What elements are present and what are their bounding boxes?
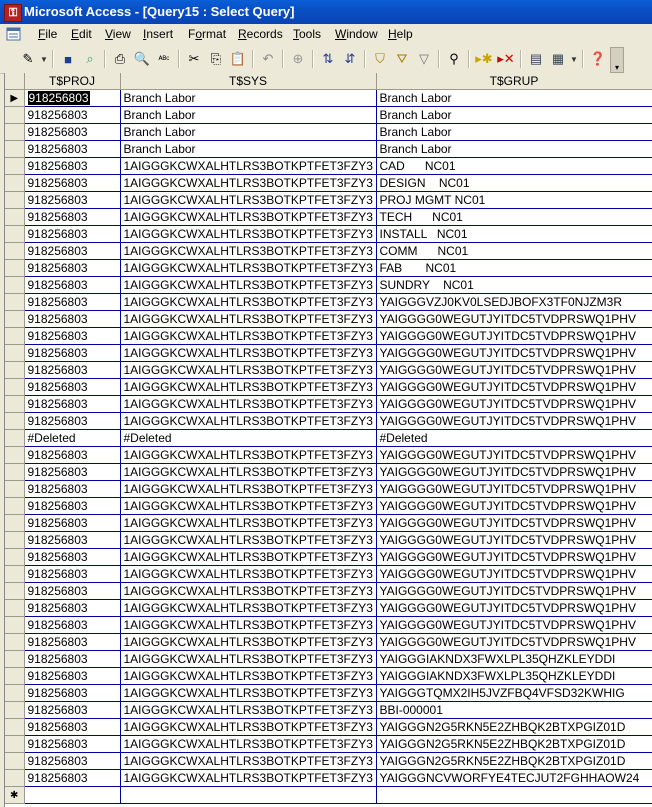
- table-row[interactable]: [5, 107, 652, 124]
- table-cell[interactable]: YAIGGGG0WEGUTJYITDC5TVDPRSWQ1PHV: [376, 379, 652, 396]
- table-cell[interactable]: 1AIGGGKCWXALHTLRS3BOTKPTFET3FZY3: [120, 719, 376, 736]
- table-cell[interactable]: 918256803: [24, 617, 120, 634]
- table-cell[interactable]: YAIGGGN2G5RKN5E2ZHBQK2BTXPGIZ01D: [376, 753, 652, 770]
- menu-tools[interactable]: Tools: [293, 27, 322, 41]
- column-header-tgrup[interactable]: T$GRUP: [376, 73, 652, 90]
- menu-records[interactable]: Records: [238, 27, 283, 41]
- table-cell[interactable]: 918256803: [24, 651, 120, 668]
- toolbar: [0, 45, 652, 74]
- new-object-dropdown-arrow-icon[interactable]: ▼: [570, 54, 578, 64]
- table-row[interactable]: [5, 362, 652, 379]
- table-row[interactable]: [5, 413, 652, 430]
- table-row[interactable]: [5, 481, 652, 498]
- table-cell[interactable]: FAB NC01: [376, 260, 652, 277]
- table-cell[interactable]: 918256803: [24, 668, 120, 685]
- table-row[interactable]: [5, 192, 652, 209]
- table-row[interactable]: [5, 226, 652, 243]
- table-row[interactable]: [5, 634, 652, 651]
- datasheet-grid: [5, 73, 652, 804]
- paste-icon[interactable]: 📋: [229, 51, 247, 66]
- table-cell[interactable]: 918256803: [24, 277, 120, 294]
- table-row[interactable]: [5, 158, 652, 175]
- table-cell[interactable]: YAIGGGIAKNDX3FWXLPL35QHZKLEYDDI: [376, 668, 652, 685]
- table-cell[interactable]: DESIGN NC01: [376, 175, 652, 192]
- record-selector[interactable]: [5, 583, 24, 600]
- table-row[interactable]: [5, 464, 652, 481]
- table-cell[interactable]: YAIGGGN2G5RKN5E2ZHBQK2BTXPGIZ01D: [376, 736, 652, 753]
- table-cell[interactable]: 1AIGGGKCWXALHTLRS3BOTKPTFET3FZY3: [120, 753, 376, 770]
- table-cell[interactable]: YAIGGGG0WEGUTJYITDC5TVDPRSWQ1PHV: [376, 566, 652, 583]
- table-cell[interactable]: 1AIGGGKCWXALHTLRS3BOTKPTFET3FZY3: [120, 617, 376, 634]
- table-cell[interactable]: 918256803: [24, 107, 120, 124]
- table-cell[interactable]: YAIGGGN2G5RKN5E2ZHBQK2BTXPGIZ01D: [376, 719, 652, 736]
- filter-by-selection-icon[interactable]: ⛉: [375, 51, 385, 66]
- record-selector[interactable]: [5, 260, 24, 277]
- table-cell[interactable]: CAD NC01: [376, 158, 652, 175]
- table-cell[interactable]: 918256803: [24, 770, 120, 787]
- table-cell[interactable]: Branch Labor: [376, 90, 652, 107]
- table-cell[interactable]: 918256803: [24, 192, 120, 209]
- table-cell[interactable]: YAIGGGG0WEGUTJYITDC5TVDPRSWQ1PHV: [376, 532, 652, 549]
- column-header-tproj[interactable]: T$PROJ: [24, 73, 120, 90]
- table-row[interactable]: [5, 532, 652, 549]
- table-cell[interactable]: 1AIGGGKCWXALHTLRS3BOTKPTFET3FZY3: [120, 481, 376, 498]
- new-record-selector[interactable]: ✱: [5, 787, 24, 804]
- table-cell[interactable]: 1AIGGGKCWXALHTLRS3BOTKPTFET3FZY3: [120, 260, 376, 277]
- table-cell[interactable]: 918256803: [24, 226, 120, 243]
- menu-view[interactable]: View: [105, 27, 131, 41]
- table-row[interactable]: [5, 736, 652, 753]
- find-icon[interactable]: ⚲: [449, 51, 459, 66]
- table-cell[interactable]: 1AIGGGKCWXALHTLRS3BOTKPTFET3FZY3: [120, 294, 376, 311]
- table-row[interactable]: [5, 175, 652, 192]
- toolbar-options-chevron-icon[interactable]: ▾: [610, 47, 624, 73]
- table-cell[interactable]: #Deleted: [24, 430, 120, 447]
- record-selector[interactable]: [5, 226, 24, 243]
- table-row[interactable]: [5, 549, 652, 566]
- table-cell[interactable]: 918256803: [24, 719, 120, 736]
- delete-record-icon[interactable]: ▸✕: [497, 51, 515, 66]
- table-row[interactable]: [5, 753, 652, 770]
- table-cell[interactable]: YAIGGGIAKNDX3FWXLPL35QHZKLEYDDI: [376, 651, 652, 668]
- table-cell[interactable]: 918256803: [24, 379, 120, 396]
- table-cell[interactable]: YAIGGGTQMX2IH5JVZFBQ4VFSD32KWHIG: [376, 685, 652, 702]
- table-cell[interactable]: YAIGGGG0WEGUTJYITDC5TVDPRSWQ1PHV: [376, 515, 652, 532]
- record-selector[interactable]: [5, 651, 24, 668]
- table-cell[interactable]: Branch Labor: [376, 141, 652, 158]
- record-selector[interactable]: [5, 447, 24, 464]
- query-document-icon[interactable]: [6, 27, 22, 42]
- table-cell[interactable]: 918256803: [24, 124, 120, 141]
- table-cell[interactable]: Branch Labor: [120, 141, 376, 158]
- record-selector[interactable]: [5, 345, 24, 362]
- table-cell[interactable]: SUNDRY NC01: [376, 277, 652, 294]
- help-icon[interactable]: ❓: [589, 51, 607, 66]
- table-cell[interactable]: INSTALL NC01: [376, 226, 652, 243]
- record-selector[interactable]: [5, 158, 24, 175]
- table-cell[interactable]: 918256803: [24, 515, 120, 532]
- table-cell[interactable]: YAIGGGG0WEGUTJYITDC5TVDPRSWQ1PHV: [376, 464, 652, 481]
- table-cell[interactable]: 1AIGGGKCWXALHTLRS3BOTKPTFET3FZY3: [120, 736, 376, 753]
- table-cell[interactable]: 1AIGGGKCWXALHTLRS3BOTKPTFET3FZY3: [120, 651, 376, 668]
- record-selector[interactable]: [5, 770, 24, 787]
- menu-format[interactable]: Format: [188, 27, 227, 41]
- selected-cell-text: 918256803: [28, 91, 89, 105]
- table-cell[interactable]: Branch Labor: [120, 124, 376, 141]
- table-cell[interactable]: YAIGGGG0WEGUTJYITDC5TVDPRSWQ1PHV: [376, 634, 652, 651]
- table-cell[interactable]: YAIGGGG0WEGUTJYITDC5TVDPRSWQ1PHV: [376, 345, 652, 362]
- table-row[interactable]: [5, 277, 652, 294]
- table-cell[interactable]: 918256803: [24, 328, 120, 345]
- table-cell[interactable]: 1AIGGGKCWXALHTLRS3BOTKPTFET3FZY3: [120, 226, 376, 243]
- record-selector[interactable]: [5, 498, 24, 515]
- table-row[interactable]: [5, 294, 652, 311]
- select-all-corner[interactable]: [5, 73, 24, 90]
- record-selector[interactable]: [5, 736, 24, 753]
- table-cell[interactable]: 918256803: [24, 702, 120, 719]
- table-row[interactable]: [5, 379, 652, 396]
- table-cell[interactable]: 918256803: [24, 566, 120, 583]
- record-selector[interactable]: [5, 430, 24, 447]
- record-selector[interactable]: [5, 719, 24, 736]
- datasheet: [4, 73, 652, 807]
- search-icon[interactable]: ⌕: [86, 51, 94, 66]
- record-selector[interactable]: [5, 685, 24, 702]
- table-cell[interactable]: 1AIGGGKCWXALHTLRS3BOTKPTFET3FZY3: [120, 209, 376, 226]
- record-selector[interactable]: [5, 141, 24, 158]
- new-record-cell[interactable]: [24, 787, 120, 804]
- record-selector[interactable]: [5, 243, 24, 260]
- table-cell[interactable]: 1AIGGGKCWXALHTLRS3BOTKPTFET3FZY3: [120, 583, 376, 600]
- table-cell[interactable]: YAIGGGVZJ0KV0LSEDJBOFX3TF0NJZM3R: [376, 294, 652, 311]
- record-selector[interactable]: [5, 362, 24, 379]
- table-cell[interactable]: 1AIGGGKCWXALHTLRS3BOTKPTFET3FZY3: [120, 770, 376, 787]
- record-selector[interactable]: [5, 566, 24, 583]
- record-selector[interactable]: [5, 702, 24, 719]
- table-cell[interactable]: 1AIGGGKCWXALHTLRS3BOTKPTFET3FZY3: [120, 328, 376, 345]
- table-cell[interactable]: 918256803: [24, 141, 120, 158]
- title-bar: [0, 0, 652, 24]
- view-dropdown-arrow-icon[interactable]: ▼: [40, 54, 48, 64]
- table-row[interactable]: [5, 702, 652, 719]
- table-cell[interactable]: YAIGGGG0WEGUTJYITDC5TVDPRSWQ1PHV: [376, 311, 652, 328]
- table-row[interactable]: [5, 566, 652, 583]
- record-selector[interactable]: [5, 549, 24, 566]
- table-cell[interactable]: 1AIGGGKCWXALHTLRS3BOTKPTFET3FZY3: [120, 600, 376, 617]
- table-cell[interactable]: 918256803: [24, 532, 120, 549]
- table-cell[interactable]: 918256803: [24, 685, 120, 702]
- table-cell[interactable]: 918256803: [24, 498, 120, 515]
- table-cell[interactable]: Branch Labor: [120, 90, 376, 107]
- table-cell[interactable]: 918256803: [24, 549, 120, 566]
- table-cell[interactable]: 1AIGGGKCWXALHTLRS3BOTKPTFET3FZY3: [120, 685, 376, 702]
- table-cell[interactable]: #Deleted: [376, 430, 652, 447]
- table-row[interactable]: [5, 770, 652, 787]
- record-selector[interactable]: [5, 532, 24, 549]
- table-cell[interactable]: YAIGGGG0WEGUTJYITDC5TVDPRSWQ1PHV: [376, 600, 652, 617]
- record-selector[interactable]: [5, 634, 24, 651]
- table-cell[interactable]: Branch Labor: [376, 107, 652, 124]
- table-cell[interactable]: YAIGGGG0WEGUTJYITDC5TVDPRSWQ1PHV: [376, 549, 652, 566]
- table-cell[interactable]: 1AIGGGKCWXALHTLRS3BOTKPTFET3FZY3: [120, 464, 376, 481]
- new-record-row[interactable]: [5, 787, 652, 804]
- record-selector[interactable]: [5, 413, 24, 430]
- table-cell[interactable]: COMM NC01: [376, 243, 652, 260]
- table-cell[interactable]: 918256803: [24, 362, 120, 379]
- table-cell[interactable]: YAIGGGG0WEGUTJYITDC5TVDPRSWQ1PHV: [376, 583, 652, 600]
- table-cell[interactable]: YAIGGGG0WEGUTJYITDC5TVDPRSWQ1PHV: [376, 447, 652, 464]
- menu-bar: [0, 24, 652, 45]
- table-cell[interactable]: 1AIGGGKCWXALHTLRS3BOTKPTFET3FZY3: [120, 498, 376, 515]
- table-cell[interactable]: 918256803: [24, 260, 120, 277]
- table-row[interactable]: [5, 209, 652, 226]
- table-cell[interactable]: Branch Labor: [376, 124, 652, 141]
- table-cell[interactable]: 918256803: [24, 753, 120, 770]
- table-row[interactable]: [5, 617, 652, 634]
- record-selector[interactable]: [5, 481, 24, 498]
- table-cell[interactable]: 1AIGGGKCWXALHTLRS3BOTKPTFET3FZY3: [120, 175, 376, 192]
- table-row[interactable]: [5, 90, 652, 107]
- new-record-cell[interactable]: [376, 787, 652, 804]
- record-selector[interactable]: [5, 175, 24, 192]
- table-cell[interactable]: YAIGGGG0WEGUTJYITDC5TVDPRSWQ1PHV: [376, 481, 652, 498]
- table-row[interactable]: [5, 141, 652, 158]
- table-cell[interactable]: 918256803: [24, 396, 120, 413]
- table-cell[interactable]: #Deleted: [120, 430, 376, 447]
- design-view-icon[interactable]: ✎: [22, 51, 34, 66]
- table-cell[interactable]: 918256803: [24, 311, 120, 328]
- table-cell[interactable]: 1AIGGGKCWXALHTLRS3BOTKPTFET3FZY3: [120, 566, 376, 583]
- table-cell[interactable]: 918256803: [24, 345, 120, 362]
- table-row[interactable]: [5, 685, 652, 702]
- table-row[interactable]: [5, 124, 652, 141]
- table-cell[interactable]: 1AIGGGKCWXALHTLRS3BOTKPTFET3FZY3: [120, 192, 376, 209]
- table-cell[interactable]: 918256803: [24, 447, 120, 464]
- column-header-tsys[interactable]: T$SYS: [120, 73, 376, 90]
- window-title: Microsoft Access - [Query15 : Select Query]: [24, 4, 295, 19]
- table-row[interactable]: [5, 651, 652, 668]
- table-cell[interactable]: PROJ MGMT NC01: [376, 192, 652, 209]
- table-cell[interactable]: 1AIGGGKCWXALHTLRS3BOTKPTFET3FZY3: [120, 413, 376, 430]
- record-selector[interactable]: [5, 396, 24, 413]
- hyperlink-icon[interactable]: ⊕: [292, 51, 304, 66]
- table-cell[interactable]: 1AIGGGKCWXALHTLRS3BOTKPTFET3FZY3: [120, 447, 376, 464]
- new-record-cell[interactable]: [120, 787, 376, 804]
- record-selector[interactable]: [5, 209, 24, 226]
- table-cell[interactable]: 918256803: [24, 294, 120, 311]
- record-selector[interactable]: [5, 515, 24, 532]
- table-cell[interactable]: 1AIGGGKCWXALHTLRS3BOTKPTFET3FZY3: [120, 702, 376, 719]
- table-cell[interactable]: BBI-000001: [376, 702, 652, 719]
- table-cell[interactable]: 918256803: [24, 175, 120, 192]
- menu-edit[interactable]: Edit: [71, 27, 92, 41]
- table-row[interactable]: [5, 515, 652, 532]
- table-cell[interactable]: 1AIGGGKCWXALHTLRS3BOTKPTFET3FZY3: [120, 396, 376, 413]
- table-cell[interactable]: TECH NC01: [376, 209, 652, 226]
- column-header-row: [5, 73, 652, 90]
- table-cell[interactable]: YAIGGGG0WEGUTJYITDC5TVDPRSWQ1PHV: [376, 362, 652, 379]
- table-row[interactable]: [5, 719, 652, 736]
- table-cell[interactable]: 1AIGGGKCWXALHTLRS3BOTKPTFET3FZY3: [120, 345, 376, 362]
- new-record-icon[interactable]: ▸✱: [475, 51, 493, 66]
- menu-file[interactable]: File: [38, 27, 58, 41]
- table-cell[interactable]: YAIGGGG0WEGUTJYITDC5TVDPRSWQ1PHV: [376, 396, 652, 413]
- table-cell[interactable]: 1AIGGGKCWXALHTLRS3BOTKPTFET3FZY3: [120, 668, 376, 685]
- table-cell[interactable]: YAIGGGNCVWORFYE4TECJUT2FGHHAOW24: [376, 770, 652, 787]
- table-cell[interactable]: 1AIGGGKCWXALHTLRS3BOTKPTFET3FZY3: [120, 549, 376, 566]
- table-cell[interactable]: 918256803: [24, 413, 120, 430]
- access-app-icon[interactable]: ⚿: [4, 4, 22, 22]
- filter-by-form-icon[interactable]: ⛛: [396, 51, 408, 66]
- record-selector[interactable]: [5, 311, 24, 328]
- menu-help[interactable]: Help: [388, 27, 413, 41]
- table-cell[interactable]: 918256803: [24, 464, 120, 481]
- table-row[interactable]: [5, 430, 652, 447]
- menu-window[interactable]: Window: [335, 27, 378, 41]
- record-selector[interactable]: [5, 600, 24, 617]
- table-cell[interactable]: 918256803: [24, 634, 120, 651]
- table-cell[interactable]: 918256803: [24, 600, 120, 617]
- print-preview-icon[interactable]: 🔍: [133, 51, 151, 66]
- table-cell[interactable]: 918256803: [24, 243, 120, 260]
- table-row[interactable]: [5, 668, 652, 685]
- copy-icon[interactable]: ⎘: [210, 51, 222, 66]
- table-row[interactable]: [5, 447, 652, 464]
- spelling-icon[interactable]: ᴬᴮᶜ: [158, 54, 170, 64]
- table-row[interactable]: [5, 396, 652, 413]
- record-selector[interactable]: [5, 328, 24, 345]
- record-selector[interactable]: [5, 617, 24, 634]
- database-window-icon[interactable]: ▤: [529, 51, 543, 66]
- menu-insert[interactable]: Insert: [143, 27, 174, 41]
- table-cell[interactable]: 918256803: [24, 583, 120, 600]
- table-cell[interactable]: 918256803: [24, 209, 120, 226]
- table-cell[interactable]: 1AIGGGKCWXALHTLRS3BOTKPTFET3FZY3: [120, 532, 376, 549]
- record-selector[interactable]: [5, 753, 24, 770]
- sort-ascending-icon[interactable]: ⇅: [322, 51, 334, 66]
- cut-icon[interactable]: ✂: [188, 51, 200, 66]
- table-row[interactable]: [5, 243, 652, 260]
- table-row[interactable]: [5, 600, 652, 617]
- table-cell[interactable]: 918256803: [24, 158, 120, 175]
- table-cell[interactable]: 1AIGGGKCWXALHTLRS3BOTKPTFET3FZY3: [120, 243, 376, 260]
- table-cell[interactable]: YAIGGGG0WEGUTJYITDC5TVDPRSWQ1PHV: [376, 413, 652, 430]
- table-row[interactable]: [5, 583, 652, 600]
- undo-icon[interactable]: ↶: [262, 51, 274, 66]
- table-cell[interactable]: YAIGGGG0WEGUTJYITDC5TVDPRSWQ1PHV: [376, 617, 652, 634]
- table-cell[interactable]: YAIGGGG0WEGUTJYITDC5TVDPRSWQ1PHV: [376, 498, 652, 515]
- record-selector[interactable]: [5, 294, 24, 311]
- sort-descending-icon[interactable]: ⇵: [344, 51, 356, 66]
- apply-filter-icon[interactable]: ▽: [419, 51, 429, 66]
- table-row[interactable]: [5, 498, 652, 515]
- print-icon[interactable]: ⎙: [114, 51, 126, 66]
- record-selector[interactable]: [5, 277, 24, 294]
- record-selector[interactable]: ▶: [5, 90, 24, 107]
- table-cell[interactable]: 1AIGGGKCWXALHTLRS3BOTKPTFET3FZY3: [120, 311, 376, 328]
- table-cell[interactable]: 1AIGGGKCWXALHTLRS3BOTKPTFET3FZY3: [120, 515, 376, 532]
- table-cell[interactable]: [24, 90, 120, 107]
- table-cell[interactable]: Branch Labor: [120, 107, 376, 124]
- table-row[interactable]: [5, 311, 652, 328]
- table-row[interactable]: [5, 328, 652, 345]
- table-cell[interactable]: 1AIGGGKCWXALHTLRS3BOTKPTFET3FZY3: [120, 277, 376, 294]
- table-cell[interactable]: 1AIGGGKCWXALHTLRS3BOTKPTFET3FZY3: [120, 362, 376, 379]
- table-row[interactable]: [5, 260, 652, 277]
- record-selector[interactable]: [5, 668, 24, 685]
- table-cell[interactable]: 918256803: [24, 736, 120, 753]
- table-cell[interactable]: 1AIGGGKCWXALHTLRS3BOTKPTFET3FZY3: [120, 158, 376, 175]
- new-object-icon[interactable]: ▦: [551, 51, 565, 66]
- record-selector[interactable]: [5, 107, 24, 124]
- table-row[interactable]: [5, 345, 652, 362]
- save-icon[interactable]: ■: [64, 51, 72, 67]
- record-selector[interactable]: [5, 124, 24, 141]
- table-cell[interactable]: 1AIGGGKCWXALHTLRS3BOTKPTFET3FZY3: [120, 379, 376, 396]
- record-selector[interactable]: [5, 464, 24, 481]
- record-selector[interactable]: [5, 379, 24, 396]
- table-cell[interactable]: 918256803: [24, 481, 120, 498]
- record-selector[interactable]: [5, 192, 24, 209]
- table-cell[interactable]: 1AIGGGKCWXALHTLRS3BOTKPTFET3FZY3: [120, 634, 376, 651]
- table-cell[interactable]: YAIGGGG0WEGUTJYITDC5TVDPRSWQ1PHV: [376, 328, 652, 345]
